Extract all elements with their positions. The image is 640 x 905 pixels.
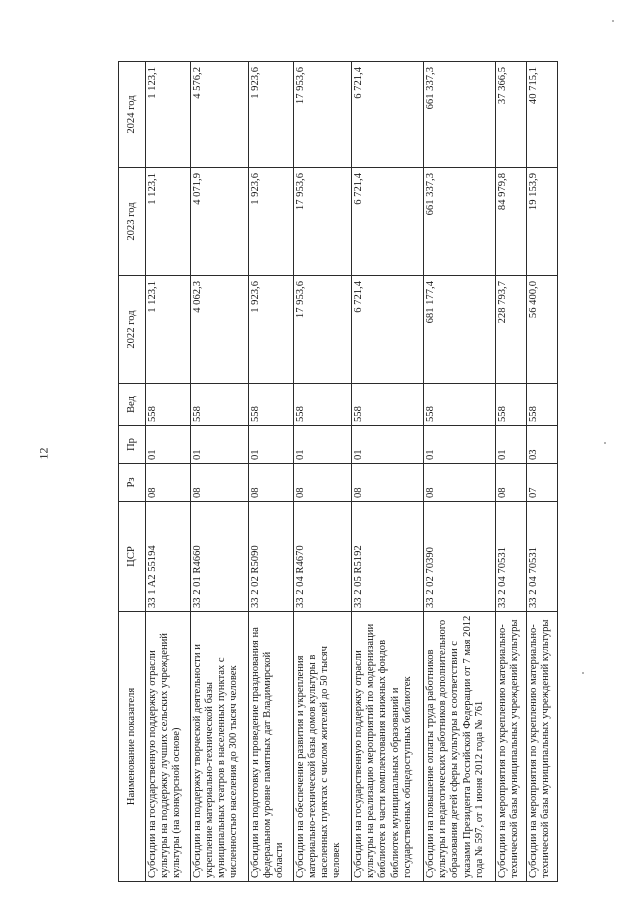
table-row — [190, 62, 248, 882]
table-row — [351, 62, 423, 882]
header-rz: Рз — [119, 464, 146, 502]
cell-2023: 17 953,6 — [293, 168, 351, 276]
cell-2023: 4 071,9 — [190, 168, 248, 276]
cell-name: Субсидии на повышение оплаты труда работников культуры и педагогических работников дополнительного образования детей сферы культуры в соответствии с указами Президента Российской Федерации от 7 мая 2012 года № 597, от 1 июня 2012 года № 761 — [424, 612, 496, 882]
cell-csr: 33 2 04 R4670 — [293, 502, 351, 612]
cell-name: Субсидии на государственную поддержку отрасли культуры на реализацию мероприятий по модернизации библиотек в части комплектования книжных фондов библиотек муниципальных образований и государственных общедоступных библиотек — [351, 612, 423, 882]
cell-name: Субсидии на поддержку творческой деятельности и укрепление материально-технической базы муниципальных театров в населенных пунктах с численностью населения до 300 тысяч человек — [190, 612, 248, 882]
header-2024: 2024 год — [119, 62, 146, 168]
cell-2024: 1 923,6 — [248, 62, 293, 168]
cell-2022: 681 177,4 — [424, 276, 496, 384]
cell-pr: 01 — [248, 426, 293, 464]
cell-rz: 08 — [496, 464, 527, 502]
cell-2023: 1 923,6 — [248, 168, 293, 276]
cell-2022: 4 062,3 — [190, 276, 248, 384]
cell-2024: 4 576,2 — [190, 62, 248, 168]
header-2023: 2023 год — [119, 168, 146, 276]
table-row — [293, 62, 351, 882]
cell-pr: 01 — [146, 426, 191, 464]
table-row — [248, 62, 293, 882]
table-row — [527, 62, 558, 882]
cell-ved: 558 — [293, 384, 351, 426]
cell-2024: 6 721,4 — [351, 62, 423, 168]
cell-name: Субсидии на государственную поддержку отрасли культуры на поддержку лучших сельских учреждений культуры (на конкурсной основе) — [146, 612, 191, 882]
cell-rz: 08 — [351, 464, 423, 502]
cell-csr: 33 2 04 70531 — [527, 502, 558, 612]
cell-rz: 08 — [146, 464, 191, 502]
cell-rz: 08 — [190, 464, 248, 502]
cell-ved: 558 — [146, 384, 191, 426]
page-number: 12 — [36, 447, 51, 460]
cell-name: Субсидии на обеспечение развития и укрепления материально-технической базы домов культуры в населенных пунктах с числом жителей до 50 тысяч человек — [293, 612, 351, 882]
cell-name: Субсидии на мероприятия по укреплению материально-технической базы муниципальных учреждений культуры — [496, 612, 527, 882]
cell-2022: 228 793,7 — [496, 276, 527, 384]
cell-ved: 558 — [527, 384, 558, 426]
cell-csr: 33 2 05 R5192 — [351, 502, 423, 612]
cell-csr: 33 2 02 R5090 — [248, 502, 293, 612]
cell-2022: 6 721,4 — [351, 276, 423, 384]
cell-pr: 01 — [496, 426, 527, 464]
cell-rz: 08 — [248, 464, 293, 502]
header-ved: Вед — [119, 384, 146, 426]
cell-name: Субсидии на подготовку и проведение празднования на федеральном уровне памятных дат Владимирской области — [248, 612, 293, 882]
cell-pr: 01 — [293, 426, 351, 464]
cell-2024: 40 715,1 — [527, 62, 558, 168]
cell-2024: 17 953,6 — [293, 62, 351, 168]
cell-2022: 1 923,6 — [248, 276, 293, 384]
cell-csr: 33 2 01 R4660 — [190, 502, 248, 612]
cell-2024: 37 366,5 — [496, 62, 527, 168]
cell-pr: 01 — [351, 426, 423, 464]
cell-ved: 558 — [351, 384, 423, 426]
table-row — [146, 62, 191, 882]
header-pr: Пр — [119, 426, 146, 464]
cell-2023: 6 721,4 — [351, 168, 423, 276]
table-row — [496, 62, 527, 882]
cell-csr: 33 2 02 70390 — [424, 502, 496, 612]
cell-ved: 558 — [190, 384, 248, 426]
budget-table — [118, 61, 558, 882]
cell-ved: 558 — [248, 384, 293, 426]
cell-2022: 17 953,6 — [293, 276, 351, 384]
header-name: Наименование показателя — [119, 612, 146, 882]
cell-rz: 08 — [424, 464, 496, 502]
header-2022: 2022 год — [119, 276, 146, 384]
cell-2022: 1 123,1 — [146, 276, 191, 384]
cell-2024: 661 337,3 — [424, 62, 496, 168]
cell-ved: 558 — [496, 384, 527, 426]
table-row — [424, 62, 496, 882]
cell-2023: 19 153,9 — [527, 168, 558, 276]
cell-rz: 08 — [293, 464, 351, 502]
cell-csr: 33 1 A2 55194 — [146, 502, 191, 612]
scan-speck — [604, 442, 606, 444]
table-header-row — [119, 62, 146, 882]
cell-ved: 558 — [424, 384, 496, 426]
cell-name: Субсидии на мероприятия по укреплению материально-технической базы муниципальных учреждений культуры — [527, 612, 558, 882]
cell-2022: 56 400,0 — [527, 276, 558, 384]
cell-csr: 33 2 04 70531 — [496, 502, 527, 612]
cell-rz: 07 — [527, 464, 558, 502]
cell-2023: 84 979,8 — [496, 168, 527, 276]
cell-pr: 01 — [190, 426, 248, 464]
scan-speck — [582, 672, 584, 674]
cell-2023: 1 123,1 — [146, 168, 191, 276]
cell-pr: 01 — [424, 426, 496, 464]
cell-2024: 1 123,1 — [146, 62, 191, 168]
budget-table-sheet — [118, 62, 558, 882]
scan-speck — [612, 20, 614, 22]
cell-2023: 661 337,3 — [424, 168, 496, 276]
header-csr: ЦСР — [119, 502, 146, 612]
cell-pr: 03 — [527, 426, 558, 464]
